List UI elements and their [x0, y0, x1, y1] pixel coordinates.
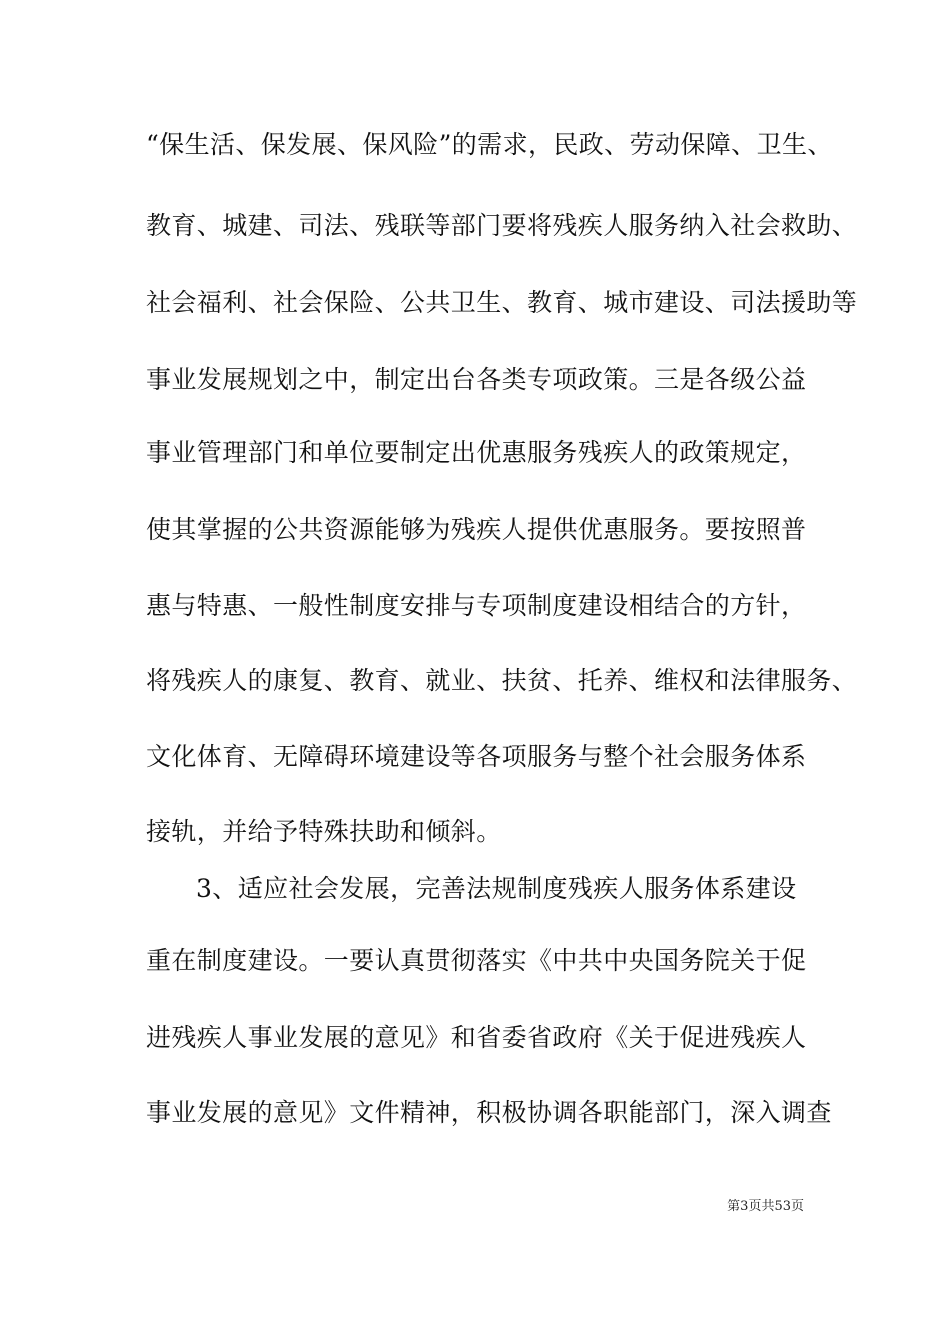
- text-line: 重在制度建设。一要认真贯彻落实《中共中央国务院关于促: [146, 946, 807, 975]
- text-line: “保生活、保发展、保风险”的需求，民政、劳动保障、卫生、: [146, 130, 833, 159]
- text-line: 事业管理部门和单位要制定出优惠服务残疾人的政策规定，: [146, 438, 807, 467]
- text-line: 使其掌握的公共资源能够为残疾人提供优惠服务。要按照普: [146, 515, 807, 544]
- text-line: 社会福利、社会保险、公共卫生、教育、城市建设、司法援助等: [146, 288, 858, 317]
- text-line: 接轨，并给予特殊扶助和倾斜。: [146, 817, 502, 846]
- text-line: 事业发展的意见》文件精神，积极协调各职能部门，深入调查: [146, 1098, 832, 1127]
- page-number-footer: 第3页共53页: [727, 1199, 804, 1214]
- text-line: 进残疾人事业发展的意见》和省委省政府《关于促进残疾人: [146, 1023, 807, 1052]
- text-line: 教育、城建、司法、残联等部门要将残疾人服务纳入社会救助、: [146, 211, 858, 240]
- text-line: 将残疾人的康复、教育、就业、扶贫、托养、维权和法律服务、: [146, 666, 858, 695]
- section-heading-line: 3、适应社会发展，完善法规制度残疾人服务体系建设: [196, 874, 797, 903]
- text-line: 惠与特惠、一般性制度安排与专项制度建设相结合的方针，: [146, 591, 807, 620]
- text-line: 事业发展规划之中，制定出台各类专项政策。三是各级公益: [146, 365, 807, 394]
- text-line: 文化体育、无障碍环境建设等各项服务与整个社会服务体系: [146, 742, 807, 771]
